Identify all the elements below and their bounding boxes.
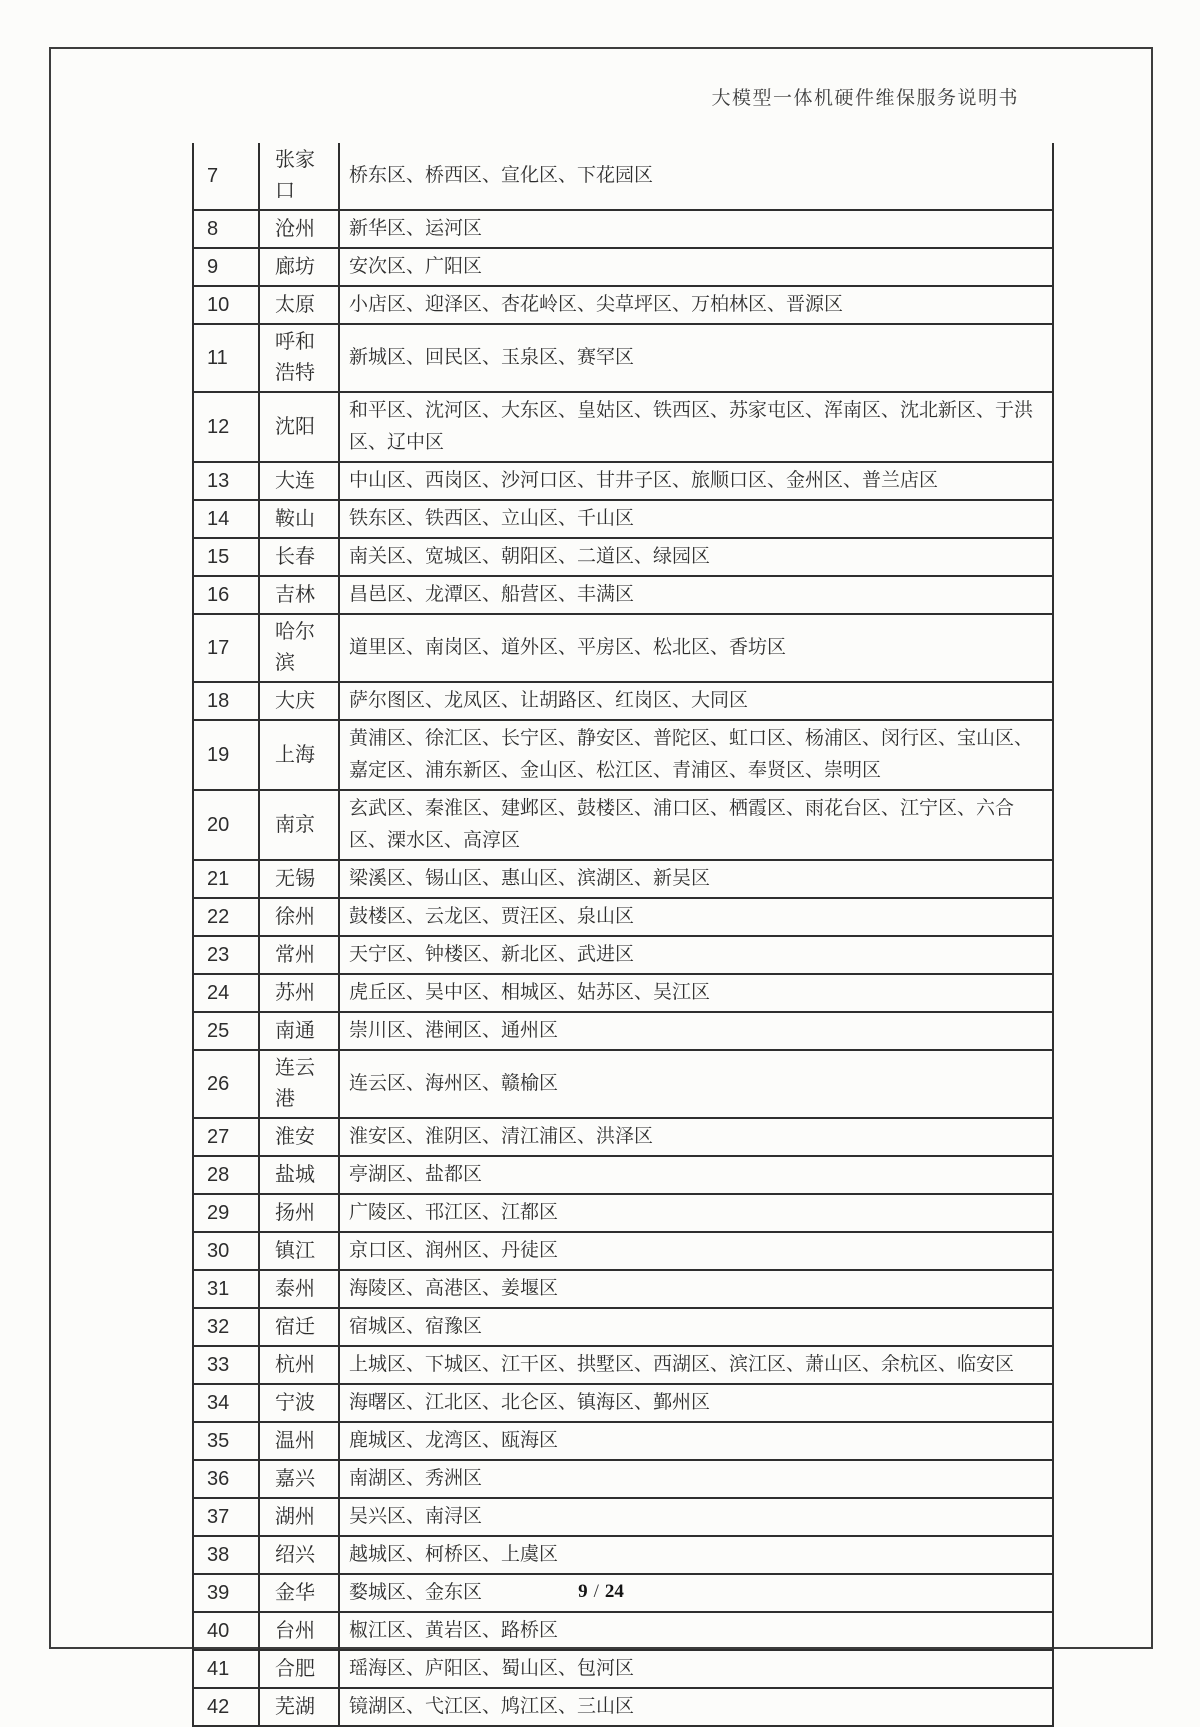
- row-number-cell: 26: [193, 1050, 259, 1118]
- row-number-cell: 38: [193, 1536, 259, 1574]
- city-name-cell: 连云港: [259, 1050, 339, 1118]
- district-list-cell: 新城区、回民区、玉泉区、赛罕区: [339, 324, 1053, 392]
- district-list-cell: 道里区、南岗区、道外区、平房区、松北区、香坊区: [339, 614, 1053, 682]
- row-number-cell: 33: [193, 1346, 259, 1384]
- district-list-cell: 玄武区、秦淮区、建邺区、鼓楼区、浦口区、栖霞区、雨花台区、江宁区、六合区、溧水区、高淳区: [339, 790, 1053, 860]
- city-name-cell: 淮安: [259, 1118, 339, 1156]
- row-number-cell: 39: [193, 1574, 259, 1612]
- row-number-cell: 12: [193, 392, 259, 462]
- table-row: [193, 210, 1053, 248]
- district-list-cell: 京口区、润州区、丹徒区: [339, 1232, 1053, 1270]
- table-row: [193, 286, 1053, 324]
- row-number-cell: 41: [193, 1650, 259, 1688]
- city-name-cell: 泰州: [259, 1270, 339, 1308]
- city-name-cell: 张家口: [259, 143, 339, 210]
- table-row: [193, 1118, 1053, 1156]
- table-row: [193, 790, 1053, 860]
- district-list-cell: 越城区、柯桥区、上虞区: [339, 1536, 1053, 1574]
- city-name-cell: 合肥: [259, 1650, 339, 1688]
- district-list-cell: 鼓楼区、云龙区、贾汪区、泉山区: [339, 898, 1053, 936]
- city-name-cell: 宿迁: [259, 1308, 339, 1346]
- district-list-cell: 广陵区、邗江区、江都区: [339, 1194, 1053, 1232]
- table-row: [193, 1498, 1053, 1536]
- table-row: [193, 682, 1053, 720]
- city-name-cell: 湖州: [259, 1498, 339, 1536]
- row-number-cell: 16: [193, 576, 259, 614]
- district-list-cell: 瑶海区、庐阳区、蜀山区、包河区: [339, 1650, 1053, 1688]
- table-row: [193, 1346, 1053, 1384]
- table-row: [193, 248, 1053, 286]
- table-row: [193, 143, 1053, 210]
- city-name-cell: 呼和浩特: [259, 324, 339, 392]
- table-row: [193, 974, 1053, 1012]
- table-row: [193, 1536, 1053, 1574]
- page-number-total: 24: [604, 1581, 624, 1602]
- city-name-cell: 鞍山: [259, 500, 339, 538]
- table-row: [193, 1050, 1053, 1118]
- table-row: [193, 538, 1053, 576]
- district-list-cell: 崇川区、港闸区、通州区: [339, 1012, 1053, 1050]
- city-name-cell: 哈尔滨: [259, 614, 339, 682]
- district-list-cell: 镜湖区、弋江区、鸠江区、三山区: [339, 1688, 1053, 1726]
- row-number-cell: 21: [193, 860, 259, 898]
- row-number-cell: 19: [193, 720, 259, 790]
- city-name-cell: 长春: [259, 538, 339, 576]
- district-list-cell: 虎丘区、吴中区、相城区、姑苏区、吴江区: [339, 974, 1053, 1012]
- city-name-cell: 廊坊: [259, 248, 339, 286]
- row-number-cell: 36: [193, 1460, 259, 1498]
- row-number-cell: 17: [193, 614, 259, 682]
- district-list-cell: 桥东区、桥西区、宣化区、下花园区: [339, 143, 1053, 210]
- table-row: [193, 1422, 1053, 1460]
- table-row: [193, 392, 1053, 462]
- district-list-cell: 和平区、沈河区、大东区、皇姑区、铁西区、苏家屯区、浑南区、沈北新区、于洪区、辽中区: [339, 392, 1053, 462]
- city-name-cell: 吉林: [259, 576, 339, 614]
- table-row: [193, 500, 1053, 538]
- district-list-cell: 铁东区、铁西区、立山区、千山区: [339, 500, 1053, 538]
- district-list-cell: 亭湖区、盐都区: [339, 1156, 1053, 1194]
- table-row: [193, 1308, 1053, 1346]
- district-list-cell: 淮安区、淮阴区、清江浦区、洪泽区: [339, 1118, 1053, 1156]
- table-row: [193, 1612, 1053, 1650]
- city-name-cell: 无锡: [259, 860, 339, 898]
- district-list-cell: 南湖区、秀洲区: [339, 1460, 1053, 1498]
- table-row: [193, 1012, 1053, 1050]
- row-number-cell: 15: [193, 538, 259, 576]
- row-number-cell: 30: [193, 1232, 259, 1270]
- row-number-cell: 34: [193, 1384, 259, 1422]
- row-number-cell: 7: [193, 143, 259, 210]
- city-name-cell: 嘉兴: [259, 1460, 339, 1498]
- district-list-cell: 安次区、广阳区: [339, 248, 1053, 286]
- district-list-cell: 海曙区、江北区、北仑区、镇海区、鄞州区: [339, 1384, 1053, 1422]
- city-name-cell: 芜湖: [259, 1688, 339, 1726]
- page-footer: [51, 1581, 1151, 1603]
- district-list-cell: 宿城区、宿豫区: [339, 1308, 1053, 1346]
- row-number-cell: 31: [193, 1270, 259, 1308]
- city-name-cell: 南京: [259, 790, 339, 860]
- table-row: [193, 860, 1053, 898]
- city-name-cell: 温州: [259, 1422, 339, 1460]
- city-name-cell: 南通: [259, 1012, 339, 1050]
- table-row: [193, 1688, 1053, 1726]
- city-name-cell: 扬州: [259, 1194, 339, 1232]
- district-list-cell: 婺城区、金东区: [339, 1574, 1053, 1612]
- table-row: [193, 1460, 1053, 1498]
- row-number-cell: 8: [193, 210, 259, 248]
- page-number-separator: /: [593, 1581, 599, 1602]
- city-name-cell: 沈阳: [259, 392, 339, 462]
- city-name-cell: 大连: [259, 462, 339, 500]
- row-number-cell: 9: [193, 248, 259, 286]
- city-name-cell: 镇江: [259, 1232, 339, 1270]
- city-name-cell: 绍兴: [259, 1536, 339, 1574]
- row-number-cell: 32: [193, 1308, 259, 1346]
- table-row: [193, 1156, 1053, 1194]
- district-list-cell: 鹿城区、龙湾区、瓯海区: [339, 1422, 1053, 1460]
- page-border: [49, 47, 1153, 1718]
- row-number-cell: 14: [193, 500, 259, 538]
- city-name-cell: 大庆: [259, 682, 339, 720]
- document-title-header: 大模型一体机硬件维保服务说明书: [711, 88, 1019, 109]
- table-row: [193, 1194, 1053, 1232]
- row-number-cell: 29: [193, 1194, 259, 1232]
- table-row: [193, 898, 1053, 936]
- city-name-cell: 苏州: [259, 974, 339, 1012]
- table-row: [193, 462, 1053, 500]
- city-district-table: [192, 143, 1054, 1727]
- city-name-cell: 常州: [259, 936, 339, 974]
- city-name-cell: 盐城: [259, 1156, 339, 1194]
- table-row: [193, 576, 1053, 614]
- city-name-cell: 台州: [259, 1612, 339, 1650]
- row-number-cell: 42: [193, 1688, 259, 1726]
- district-list-cell: 南关区、宽城区、朝阳区、二道区、绿园区: [339, 538, 1053, 576]
- row-number-cell: 11: [193, 324, 259, 392]
- district-list-cell: 昌邑区、龙潭区、船营区、丰满区: [339, 576, 1053, 614]
- row-number-cell: 20: [193, 790, 259, 860]
- district-list-cell: 梁溪区、锡山区、惠山区、滨湖区、新吴区: [339, 860, 1053, 898]
- district-list-cell: 天宁区、钟楼区、新北区、武进区: [339, 936, 1053, 974]
- row-number-cell: 18: [193, 682, 259, 720]
- district-list-cell: 新华区、运河区: [339, 210, 1053, 248]
- district-list-cell: 黄浦区、徐汇区、长宁区、静安区、普陀区、虹口区、杨浦区、闵行区、宝山区、嘉定区、浦东新区、金山区、松江区、青浦区、奉贤区、崇明区: [339, 720, 1053, 790]
- row-number-cell: 28: [193, 1156, 259, 1194]
- row-number-cell: 40: [193, 1612, 259, 1650]
- row-number-cell: 27: [193, 1118, 259, 1156]
- city-name-cell: 宁波: [259, 1384, 339, 1422]
- table-row: [193, 720, 1053, 790]
- district-list-cell: 椒江区、黄岩区、路桥区: [339, 1612, 1053, 1650]
- district-list-cell: 海陵区、高港区、姜堰区: [339, 1270, 1053, 1308]
- page-number-current: 9: [578, 1581, 588, 1602]
- row-number-cell: 13: [193, 462, 259, 500]
- city-name-cell: 沧州: [259, 210, 339, 248]
- table-row: [193, 1270, 1053, 1308]
- district-list-cell: 小店区、迎泽区、杏花岭区、尖草坪区、万柏林区、晋源区: [339, 286, 1053, 324]
- city-name-cell: 太原: [259, 286, 339, 324]
- district-list-cell: 萨尔图区、龙凤区、让胡路区、红岗区、大同区: [339, 682, 1053, 720]
- table-row: [193, 1650, 1053, 1688]
- district-list-cell: 吴兴区、南浔区: [339, 1498, 1053, 1536]
- district-list-cell: 上城区、下城区、江干区、拱墅区、西湖区、滨江区、萧山区、余杭区、临安区: [339, 1346, 1053, 1384]
- table-row: [193, 1384, 1053, 1422]
- row-number-cell: 35: [193, 1422, 259, 1460]
- table-row: [193, 614, 1053, 682]
- row-number-cell: 24: [193, 974, 259, 1012]
- table-row: [193, 324, 1053, 392]
- district-list-cell: 中山区、西岗区、沙河口区、甘井子区、旅顺口区、金州区、普兰店区: [339, 462, 1053, 500]
- district-list-cell: 连云区、海州区、赣榆区: [339, 1050, 1053, 1118]
- row-number-cell: 23: [193, 936, 259, 974]
- city-name-cell: 上海: [259, 720, 339, 790]
- row-number-cell: 25: [193, 1012, 259, 1050]
- city-name-cell: 徐州: [259, 898, 339, 936]
- table-row: [193, 936, 1053, 974]
- table-row: [193, 1232, 1053, 1270]
- city-name-cell: 杭州: [259, 1346, 339, 1384]
- row-number-cell: 10: [193, 286, 259, 324]
- row-number-cell: 22: [193, 898, 259, 936]
- row-number-cell: 37: [193, 1498, 259, 1536]
- city-name-cell: 金华: [259, 1574, 339, 1612]
